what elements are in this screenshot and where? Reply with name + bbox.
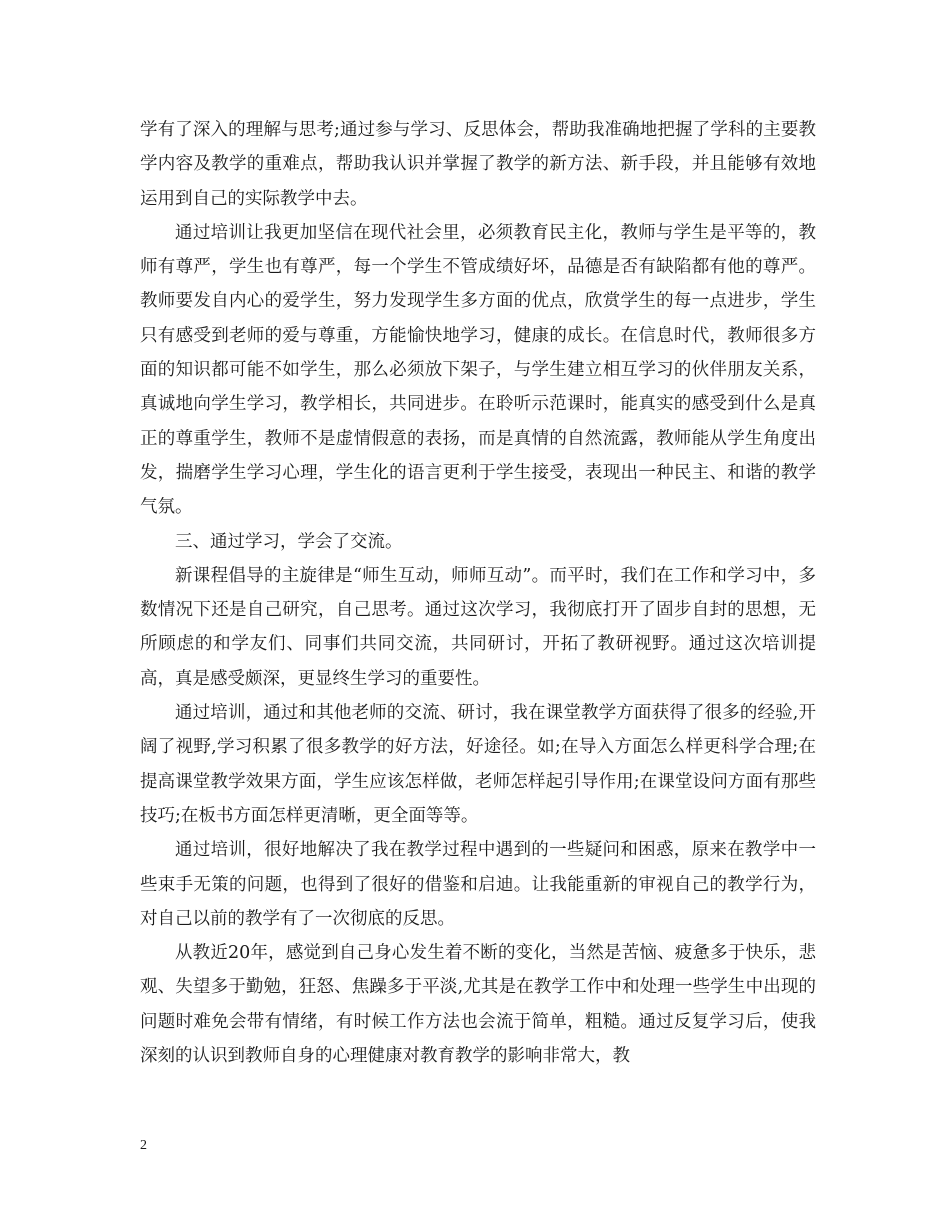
paragraph-3: 新课程倡导的主旋律是“师生互动，师师互动”。而平时，我们在工作和学习中，多数情况下还是自己研究，自己思考。通过这次学习，我彻底打开了固步自封的思想，无所顾虑的和学友们、同事们共同交流，共同研讨，开拓了教研视野。通过这次培训提高，真是感受颇深，更显终生学习的重要性。 (140, 565, 816, 689)
paragraph-6: 从教近20年，感觉到自己身心发生着不断的变化，当然是苦恼、疲惫多于快乐，悲观、失望多于勤勉，狂怒、焦躁多于平淡,尤其是在教学工作中和处理一些学生中出现的问题时难免会带有情绪，有时候工作方法也会流于简单，粗糙。通过反复学习后，使我深刻的认识到教师自身的心理健康对教育教学的影响非常大，教 (140, 943, 816, 1067)
paragraph-2: 通过培训让我更加坚信在现代社会里，必须教育民主化，教师与学生是平等的，教师有尊严，学生也有尊严，每一个学生不管成绩好坏，品德是否有缺陷都有他的尊严。教师要发自内心的爱学生，努力发现学生多方面的优点，欣赏学生的每一点进步，学生只有感受到老师的爱与尊重，方能愉快地学习，健康的成长。在信息时代，教师很多方面的知识都可能不如学生，那么必须放下架子，与学生建立相互学习的伙伴朋友关系，真诚地向学生学习，教学相长，共同进步。在聆听示范课时，能真实的感受到什么是真正的尊重学生，教师不是虚情假意的表扬，而是真情的自然流露，教师能从学生角度出发，揣磨学生学习心理，学生化的语言更利于学生接受，表现出一种民主、和谐的教学气氛。 (140, 222, 816, 518)
paragraph-4: 通过培训，通过和其他老师的交流、研讨，我在课堂教学方面获得了很多的经验,开阔了视野,学习积累了很多教学的好方法，好途径。如;在导入方面怎么样更科学合理;在提高课堂教学效果方面，学生应该怎样做，老师怎样起引导作用;在课堂设问方面有那些技巧;在板书方面怎样更清晰，更全面等等。 (140, 703, 816, 826)
paragraph-1: 学有了深入的理解与思考;通过参与学习、反思体会，帮助我准确地把握了学科的主要教学内容及教学的重难点，帮助我认识并掌握了教学的新方法、新手段，并且能够有效地运用到自己的实际教学中去。 (140, 120, 816, 209)
paragraph-5: 通过培训，很好地解决了我在教学过程中遇到的一些疑问和困惑，原来在教学中一些束手无策的问题，也得到了很好的借鉴和启迪。让我能重新的审视自己的教学行为，对自己以前的教学有了一次彻底的反思。 (140, 840, 816, 929)
section-heading: 三、通过学习，学会了交流。 (175, 531, 403, 552)
document-body (140, 113, 816, 1073)
page-number: 2 (140, 1138, 147, 1153)
